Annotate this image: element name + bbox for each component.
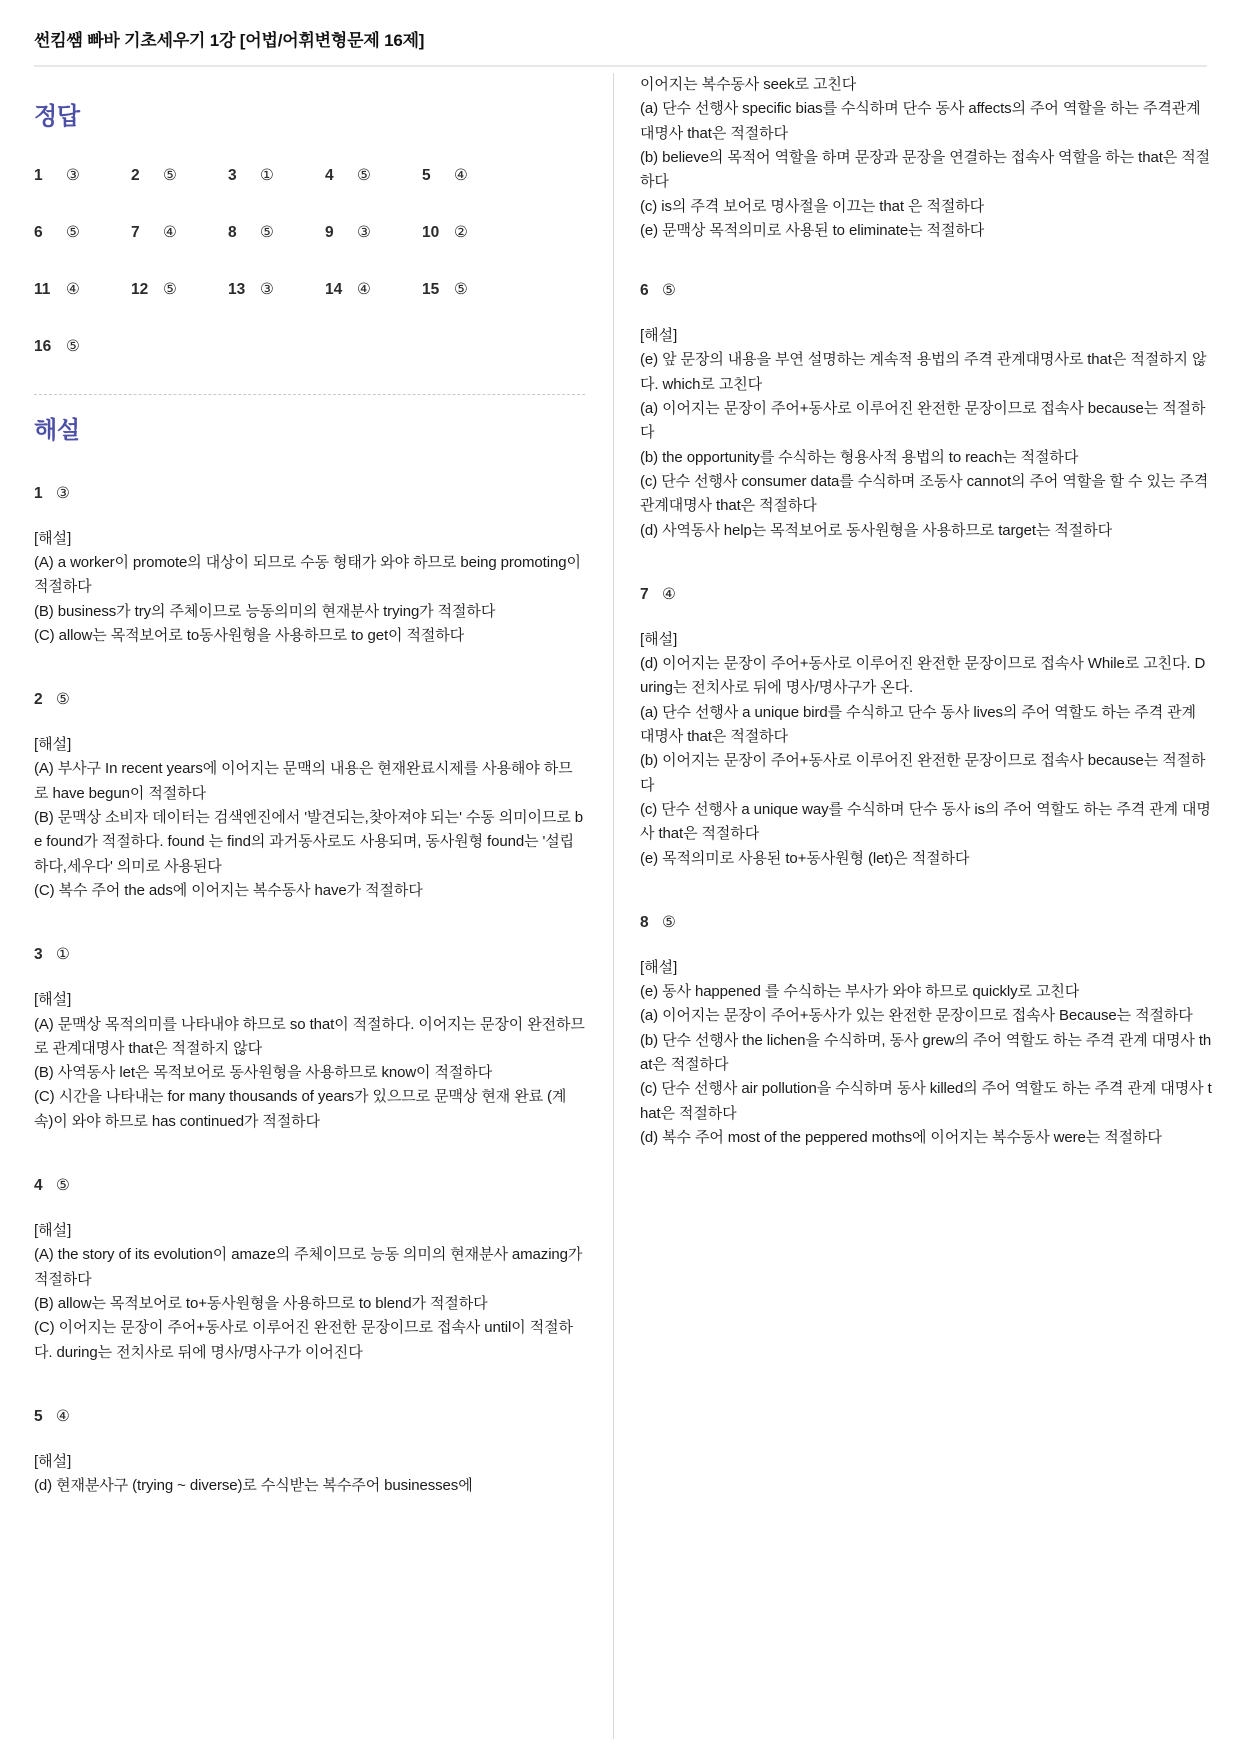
- answer-question-number: 16: [34, 337, 52, 355]
- explanation-body: [640, 348, 1213, 542]
- answer-choice-value: ④: [66, 279, 80, 298]
- explanation-question-number: 6: [640, 282, 649, 300]
- explanation-question-number: 3: [34, 946, 43, 964]
- explanation-line: (B) 사역동사 let은 목적보어로 동사원형을 사용하므로 know이 적절하다: [34, 1064, 493, 1082]
- answer-choice-value: ③: [66, 165, 80, 184]
- answer-choice-value: ①: [260, 165, 274, 184]
- section-divider: [34, 394, 585, 395]
- answer-question-number: 13: [228, 280, 246, 298]
- answers-heading: 정답: [34, 103, 80, 131]
- explanation-line: (d) 복수 주어 most of the peppered moths에 이어지는 복수동사 were는 적절하다: [640, 1128, 1162, 1146]
- answer-question-number: 8: [228, 223, 237, 241]
- answer-question-number: 7: [131, 223, 140, 241]
- explanation-label: [해설]: [34, 529, 72, 547]
- explanation-line: (a) 단수 선행사 a unique bird를 수식하고 단수 동사 lives의 주어 역할도 하는 주격 관계 대명사 that은 적절하다: [640, 703, 1196, 746]
- answer-cell: [34, 223, 131, 242]
- explanation-line: (c) 단수 선행사 a unique way를 수식하며 단수 동사 is의 주어 역할도 하는 주격 관계 대명사 that은 적절하다: [640, 800, 1211, 843]
- answer-row: [34, 223, 585, 242]
- explanation-header: [34, 1176, 585, 1195]
- explanation-line: (b) the opportunity를 수식하는 형용사적 용법의 to reach는 적절하다: [640, 448, 1079, 466]
- explanation-question-number: 7: [640, 585, 649, 603]
- answer-question-number: 9: [325, 223, 334, 241]
- answer-cell: [34, 166, 131, 185]
- answer-cell: [34, 337, 131, 356]
- explanation-line: (B) 문맥상 소비자 데이터는 검색엔진에서 '발견되는,찾아져야 되는' 수동 의미이므로 be found가 적절하다. found 는 find의 과거동사로도 사용되며, 동사원형 found는 '설립하다,세우다' 의미로 사용된다: [34, 809, 584, 875]
- answer-question-number: 10: [422, 223, 440, 241]
- explanation-line: (C) 복수 주어 the ads에 이어지는 복수동사 have가 적절하다: [34, 881, 423, 899]
- explanation-question-number: 4: [34, 1177, 43, 1195]
- answer-cell: [228, 280, 325, 299]
- answer-question-number: 6: [34, 223, 43, 241]
- explanation-body: [640, 980, 1213, 1150]
- answer-question-number: 4: [325, 166, 334, 184]
- answer-question-number: 5: [422, 166, 431, 184]
- answer-question-number: 1: [34, 166, 43, 184]
- answer-choice-value: ④: [357, 279, 371, 298]
- explanation-body: [34, 757, 585, 903]
- answer-question-number: 2: [131, 166, 140, 184]
- answer-choice-value: ⑤: [454, 279, 468, 298]
- explanation-question-number: 8: [640, 913, 649, 931]
- explanation-question-number: 1: [34, 484, 43, 502]
- explanation-line: (A) the story of its evolution이 amaze의 주체이므로 능동 의미의 현재분사 amazing가 적절하다: [34, 1246, 583, 1288]
- answer-question-number: 12: [131, 280, 149, 298]
- explanation-line: (e) 앞 문장의 내용을 부연 설명하는 계속적 용법의 주격 관계대명사로 that은 적절하지 않다. which로 고친다: [640, 351, 1207, 393]
- answer-choice-value: ②: [454, 222, 468, 241]
- explanation-line: (e) 동사 happened 를 수식하는 부사가 와야 하므로 quickly로 고친다: [640, 983, 1080, 1001]
- explanation-header: [34, 690, 585, 709]
- explanation-label: [해설]: [34, 736, 72, 754]
- answer-cell: [131, 280, 228, 299]
- explanation-block: [34, 484, 585, 648]
- explanation-body: [34, 1243, 585, 1364]
- right-explanation-list: [640, 281, 1213, 1150]
- explanation-label: [해설]: [34, 991, 72, 1009]
- answer-choice-value: ④: [454, 165, 468, 184]
- answer-choice-value: ④: [163, 222, 177, 241]
- left-column: [0, 67, 613, 1739]
- answer-cell: [422, 166, 519, 185]
- explanation-line: (b) believe의 목적어 역할을 하며 문장과 문장을 연결하는 접속사 역할을 하는 that은 적절하다: [640, 148, 1210, 191]
- explanation-line: (c) 단수 선행사 consumer data를 수식하며 조동사 cannot의 주어 역할을 할 수 있는 주격 관계대명사 that은 적절하다: [640, 472, 1209, 515]
- explanations-heading: 해설: [34, 416, 80, 444]
- explanation-block: [34, 945, 585, 1134]
- explanation-block: [640, 281, 1213, 543]
- explanation-header: [640, 913, 1213, 932]
- explanation-continuation: [640, 73, 1213, 243]
- explanation-header: [34, 945, 585, 964]
- explanation-body: [34, 1013, 585, 1134]
- explanation-answer-choice: ⑤: [662, 912, 676, 931]
- answer-cell: [228, 166, 325, 185]
- answer-row: [34, 166, 585, 185]
- explanation-label: [해설]: [640, 958, 678, 976]
- explanation-answer-choice: ①: [56, 945, 70, 964]
- explanation-body: [34, 1474, 585, 1498]
- answer-question-number: 3: [228, 166, 237, 184]
- explanation-line: (C) allow는 목적보어로 to동사원형을 사용하므로 to get이 적절하다: [34, 626, 465, 644]
- explanation-header: [640, 281, 1213, 300]
- explanation-block: [640, 913, 1213, 1150]
- explanation-line: (B) allow는 목적보어로 to+동사원형을 사용하므로 to blend가 적절하다: [34, 1294, 488, 1312]
- explanation-question-number: 2: [34, 691, 43, 709]
- explanation-line: (a) 단수 선행사 specific bias를 수식하며 단수 동사 affects의 주어 역할을 하는 주격관계대명사 that은 적절하다: [640, 100, 1201, 142]
- explanation-block: [640, 585, 1213, 871]
- explanation-line: (A) 부사구 In recent years에 이어지는 문맥의 내용은 현재완료시제를 사용해야 하므로 have begun이 적절하다: [34, 760, 573, 802]
- answer-choice-value: ⑤: [66, 222, 80, 241]
- explanation-line: (A) 문맥상 목적의미를 나타내야 하므로 so that이 적절하다. 이어지는 문장이 완전하므로 관계대명사 that은 적절하지 않다: [34, 1015, 585, 1057]
- explanation-body: [34, 551, 585, 648]
- explanation-line: (d) 사역동사 help는 목적보어로 동사원형을 사용하므로 target는 적절하다: [640, 521, 1112, 539]
- right-column: [614, 67, 1241, 1739]
- explanation-line: (B) business가 try의 주체이므로 능동의미의 현재분사 trying가 적절하다: [34, 602, 496, 620]
- explanation-label: [해설]: [34, 1222, 72, 1240]
- left-explanation-list: [34, 484, 585, 1499]
- explanation-question-number: 5: [34, 1407, 43, 1425]
- explanation-header: [640, 585, 1213, 604]
- answer-question-number: 11: [34, 280, 51, 298]
- answer-choice-value: ⑤: [66, 336, 80, 355]
- answer-key-grid: [34, 166, 585, 356]
- explanation-line: (a) 이어지는 문장이 주어+동사가 있는 완전한 문장이므로 접속사 Because는 적절하다: [640, 1007, 1193, 1025]
- explanation-answer-choice: ⑤: [662, 281, 676, 300]
- explanation-line: (e) 문맥상 목적의미로 사용된 to eliminate는 적절하다: [640, 221, 985, 239]
- answer-cell: [131, 223, 228, 242]
- explanation-label: [해설]: [640, 327, 678, 345]
- explanation-line: (b) 이어지는 문장이 주어+동사로 이루어진 완전한 문장이므로 접속사 because는 적절하다: [640, 752, 1206, 794]
- answer-choice-value: ⑤: [163, 165, 177, 184]
- explanation-answer-choice: ⑤: [56, 690, 70, 709]
- explanation-line: (C) 시간을 나타내는 for many thousands of years가 있으므로 문맥상 현재 완료 (계속)이 와야 하므로 has continued가 적절하다: [34, 1088, 567, 1130]
- answer-choice-value: ⑤: [260, 222, 274, 241]
- explanation-line: (a) 이어지는 문장이 주어+동사로 이루어진 완전한 문장이므로 접속사 because는 적절하다: [640, 400, 1206, 442]
- answer-cell: [34, 280, 131, 299]
- answer-cell: [422, 280, 519, 299]
- page-title: 썬킴쌤 빠바 기초세우기 1강 [어법/어휘변형문제 16제]: [34, 31, 425, 50]
- explanation-line: (d) 현재분사구 (trying ~ diverse)로 수식받는 복수주어 businesses에: [34, 1477, 473, 1495]
- answer-cell: [325, 223, 422, 242]
- explanation-header: [34, 1407, 585, 1426]
- document-header: [0, 0, 1241, 67]
- explanation-line: (d) 이어지는 문장이 주어+동사로 이루어진 완전한 문장이므로 접속사 While로 고친다. During는 전치사로 뒤에 명사/명사구가 온다.: [640, 655, 1206, 697]
- explanation-block: [34, 1407, 585, 1499]
- answer-cell: [325, 280, 422, 299]
- explanation-header: [34, 484, 585, 503]
- two-column-body: [0, 67, 1241, 1739]
- answer-cell: [422, 223, 519, 242]
- explanation-answer-choice: ③: [56, 483, 70, 502]
- explanation-line: (e) 목적의미로 사용된 to+동사원형 (let)은 적절하다: [640, 849, 970, 867]
- answer-cell: [131, 166, 228, 185]
- explanation-answer-choice: ④: [56, 1406, 70, 1425]
- answer-row: [34, 337, 585, 356]
- explanation-answer-choice: ⑤: [56, 1176, 70, 1195]
- explanation-line: (c) 단수 선행사 air pollution을 수식하며 동사 killed의 주어 역할도 하는 주격 관계 대명사 that은 적절하다: [640, 1080, 1212, 1122]
- explanation-line: (A) a worker이 promote의 대상이 되므로 수동 형태가 와야 하므로 being promoting이 적절하다: [34, 553, 581, 596]
- answer-question-number: 15: [422, 280, 440, 298]
- explanation-line: 이어지는 복수동사 seek로 고친다: [640, 76, 857, 94]
- answer-question-number: 14: [325, 280, 343, 298]
- explanation-label: [해설]: [34, 1452, 72, 1470]
- answer-cell: [228, 223, 325, 242]
- answer-choice-value: ③: [357, 222, 371, 241]
- answer-row: [34, 280, 585, 299]
- explanation-line: (c) is의 주격 보어로 명사절을 이끄는 that 은 적절하다: [640, 197, 985, 215]
- explanation-body: [640, 652, 1213, 871]
- answer-choice-value: ③: [260, 279, 274, 298]
- explanation-block: [34, 1176, 585, 1365]
- answer-cell: [325, 166, 422, 185]
- explanation-line: (C) 이어지는 문장이 주어+동사로 이루어진 완전한 문장이므로 접속사 until이 적절하다. during는 전치사로 뒤에 명사/명사구가 이어진다: [34, 1319, 573, 1361]
- explanation-answer-choice: ④: [662, 584, 676, 603]
- answer-choice-value: ⑤: [163, 279, 177, 298]
- explanation-block: [34, 690, 585, 903]
- explanation-line: (b) 단수 선행사 the lichen을 수식하며, 동사 grew의 주어 역할도 하는 주격 관계 대명사 that은 적절하다: [640, 1031, 1212, 1073]
- answer-choice-value: ⑤: [357, 165, 371, 184]
- explanation-label: [해설]: [640, 630, 678, 648]
